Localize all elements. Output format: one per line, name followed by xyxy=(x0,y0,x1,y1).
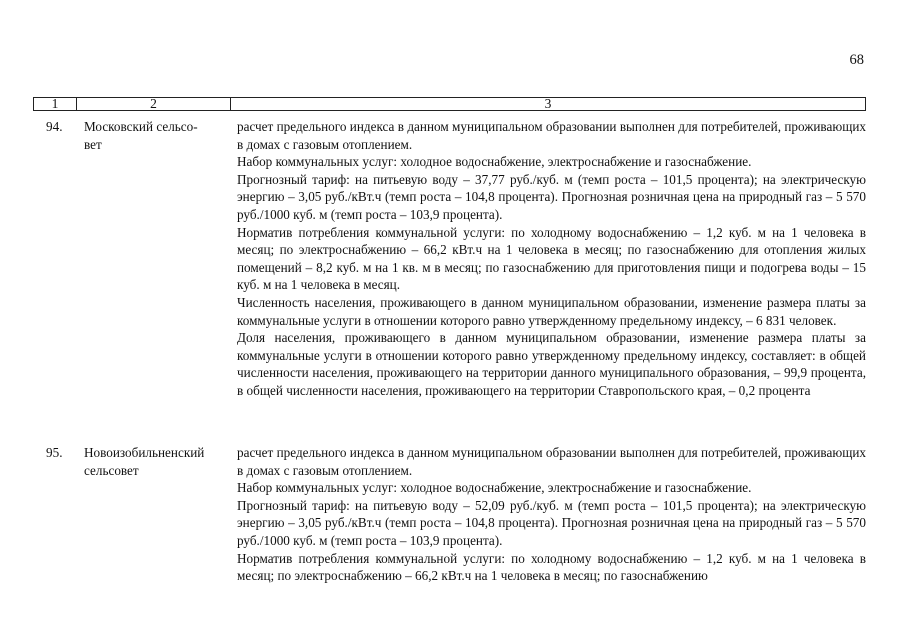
table-header-col-3: 3 xyxy=(544,96,552,111)
page-number: 68 xyxy=(849,52,864,68)
municipality-name-line: сельсовет xyxy=(84,462,139,478)
description-paragraph: расчет предельного индекса в данном муниципальном образовании выполнен для потребителей, проживающих в домах с газовым отоплением. xyxy=(237,445,866,478)
row-description xyxy=(237,444,866,585)
description-paragraph: Норматив потребления коммунальной услуги: по холодному водоснабжению – 1,2 куб. м на 1 человека в месяц; по электроснабжению – 66,2 кВт.ч на 1 человека в месяц; по газоснабжению xyxy=(237,550,866,584)
municipality-name xyxy=(84,444,226,479)
table-header-col-2: 2 xyxy=(77,98,231,110)
row-number: 95. xyxy=(46,445,63,460)
description-paragraph: Численность населения, проживающего в данном муниципальном образовании, изменение размера платы за коммунальные услуги в отношении которого равно утвержденному предельному индексу, – 6 831 человек. xyxy=(237,294,866,328)
description-paragraph: Набор коммунальных услуг: холодное водоснабжение, электроснабжение и газоснабжение. xyxy=(237,480,752,496)
municipality-name-line: вет xyxy=(84,136,102,152)
description-paragraph: Доля населения, проживающего в данном муниципальном образовании, изменение размера платы за коммунальные услуги в отношении которого равно утвержденному предельному индексу, составляет: в общей численности населения, проживающего на территории данного муниципального образования, – 99,9 процента, в общей численности населения, проживающего на территории Ставропольского края, – 0,2 процента xyxy=(237,330,866,398)
row-number: 94. xyxy=(46,119,63,134)
row-description xyxy=(237,118,866,400)
table-header-col-1: 1 xyxy=(34,98,77,110)
description-paragraph: Набор коммунальных услуг: холодное водоснабжение, электроснабжение и газоснабжение. xyxy=(237,154,752,170)
municipality-name-line: Московский сельсо- xyxy=(84,119,198,134)
description-paragraph: Прогнозный тариф: на питьевую воду – 37,77 руб./куб. м (темп роста – 101,5 процента); на электрическую энергию – 3,05 руб./кВт.ч (темп роста – 104,8 процента). Прогнозная розничная цена на природный газ – 5 570 руб./1000 куб. м (темп роста – 103,9 процента). xyxy=(237,171,866,222)
description-paragraph: расчет предельного индекса в данном муниципальном образовании выполнен для потребителей, проживающих в домах с газовым отоплением. xyxy=(237,119,866,152)
table-header-row xyxy=(33,97,866,111)
description-paragraph: Прогнозный тариф: на питьевую воду – 52,09 руб./куб. м (темп роста – 101,5 процента); на электрическую энергию – 3,05 руб./кВт.ч (темп роста – 104,8 процента). Прогнозная розничная цена на природный газ – 5 570 руб./1000 куб. м (темп роста – 103,9 процента). xyxy=(237,497,866,548)
municipality-name xyxy=(84,118,226,153)
municipality-name-line: Новоизобильненский xyxy=(84,445,205,460)
description-paragraph: Норматив потребления коммунальной услуги: по холодному водоснабжению – 1,2 куб. м на 1 человека в месяц; по электроснабжению – 66,2 кВт.ч на 1 человека в месяц; по газоснабжению для отопления жилых помещений – 8,2 куб. м на 1 кв. м в месяц; по газоснабжению для приготовления пищи и подогрева воды – 15 куб. м на 1 человека в месяц. xyxy=(237,224,866,293)
